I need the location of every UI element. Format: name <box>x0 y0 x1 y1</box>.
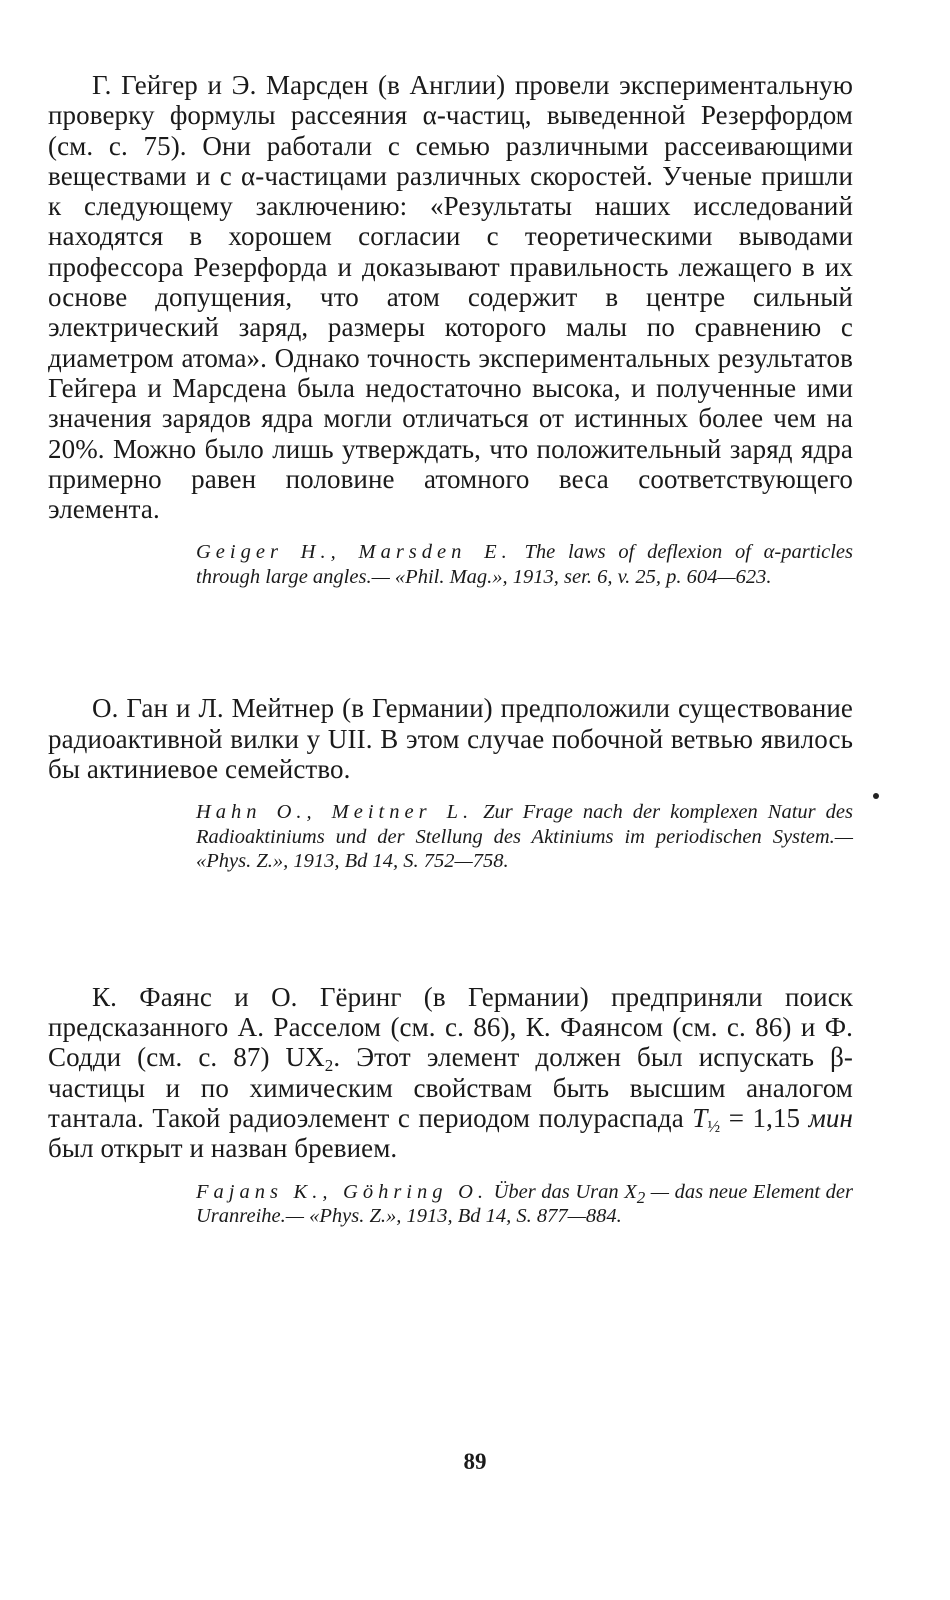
entry-fajans-gohring <box>48 982 853 1229</box>
subscript: ½ <box>707 1117 721 1137</box>
reference-authors: Geiger H., Marsden E. <box>196 541 512 564</box>
entry-text-part: = 1,15 <box>720 1103 809 1134</box>
reference-title: — das neue Element der Uranreihe.— «Phys. Z.», 1913, Bd 14, S. 877—884. <box>196 1180 853 1228</box>
entry-text: О. Ган и Л. Мейтнер (в Германии) предположили существование радиоактивной вилки у UII. В этом случае побочной ветвью явилось бы актиниевое семейство. <box>48 693 853 785</box>
entry-hahn-meitner <box>48 693 853 873</box>
reference-title: Zur Frage nach der komplexen Natur des Radioaktiniums und der Stellung des Aktiniums im periodischen System.— «Phys. Z.», 1913, Bd 14, S. 752—758. <box>196 801 853 873</box>
subscript: 2 <box>636 1187 646 1207</box>
entry-text-part: был открыт и назван бревием. <box>48 1133 398 1164</box>
reference <box>196 540 853 589</box>
subscript: 2 <box>324 1056 334 1076</box>
entry-text-part: . Этот элемент должен был испускать β-частицы и по химическим свойствам быть высшим аналогом тантала. Такой радиоэлемент с периодом полураспада <box>48 1042 853 1134</box>
reference-authors: Fajans K., Göhring O. <box>196 1180 488 1203</box>
page-number: 89 <box>463 1449 487 1474</box>
reference <box>196 800 853 874</box>
unit: мин <box>808 1103 854 1134</box>
half-life-symbol: T <box>692 1103 708 1134</box>
reference-title: Über das Uran X <box>488 1180 637 1203</box>
reference <box>196 1180 853 1229</box>
print-speck <box>873 793 879 799</box>
entry-text <box>48 982 853 1164</box>
page-content <box>48 70 853 1229</box>
entry-text: Г. Гейгер и Э. Марсден (в Англии) провели экспериментальную проверку формулы рассеяния α-частиц, выведенной Резерфордом (см. с. 75). Они работали с семью различными рассеивающими веществами и с α-частицами различных скоростей. Ученые пришли к следующему заключению: «Результаты наших исследований находятся в хорошем согласии с теоретическими выводами профессора Резерфорда и доказывают правильность лежащего в их основе допущения, что атом содержит в центре сильный электрический заряд, размеры которого малы по сравнению с диаметром атома». Однако точность экспериментальных результатов Гейгера и Марсдена была недостаточно высока, и полученные ими значения зарядов ядра могли отличаться от истинных более чем на 20%. Можно было лишь утверждать, что положительный заряд ядра примерно равен половине атомного веса соответствующего элемента. <box>48 70 853 525</box>
entry-text-part: К. Фаянс и О. Гёринг (в Германии) предприняли поиск предсказанного А. Расселом (см. с. 86), К. Фаянсом (см. с. 86) и Ф. Содди (см. с. 87) UX <box>48 981 853 1073</box>
entry-geiger-marsden <box>48 70 853 589</box>
reference-authors: Hahn O., Meitner L. <box>196 801 474 824</box>
reference-title: The laws of deflexion of α-particles through large angles.— «Phil. Mag.», 1913, ser. 6, v. 25, p. 604—623. <box>196 541 854 588</box>
